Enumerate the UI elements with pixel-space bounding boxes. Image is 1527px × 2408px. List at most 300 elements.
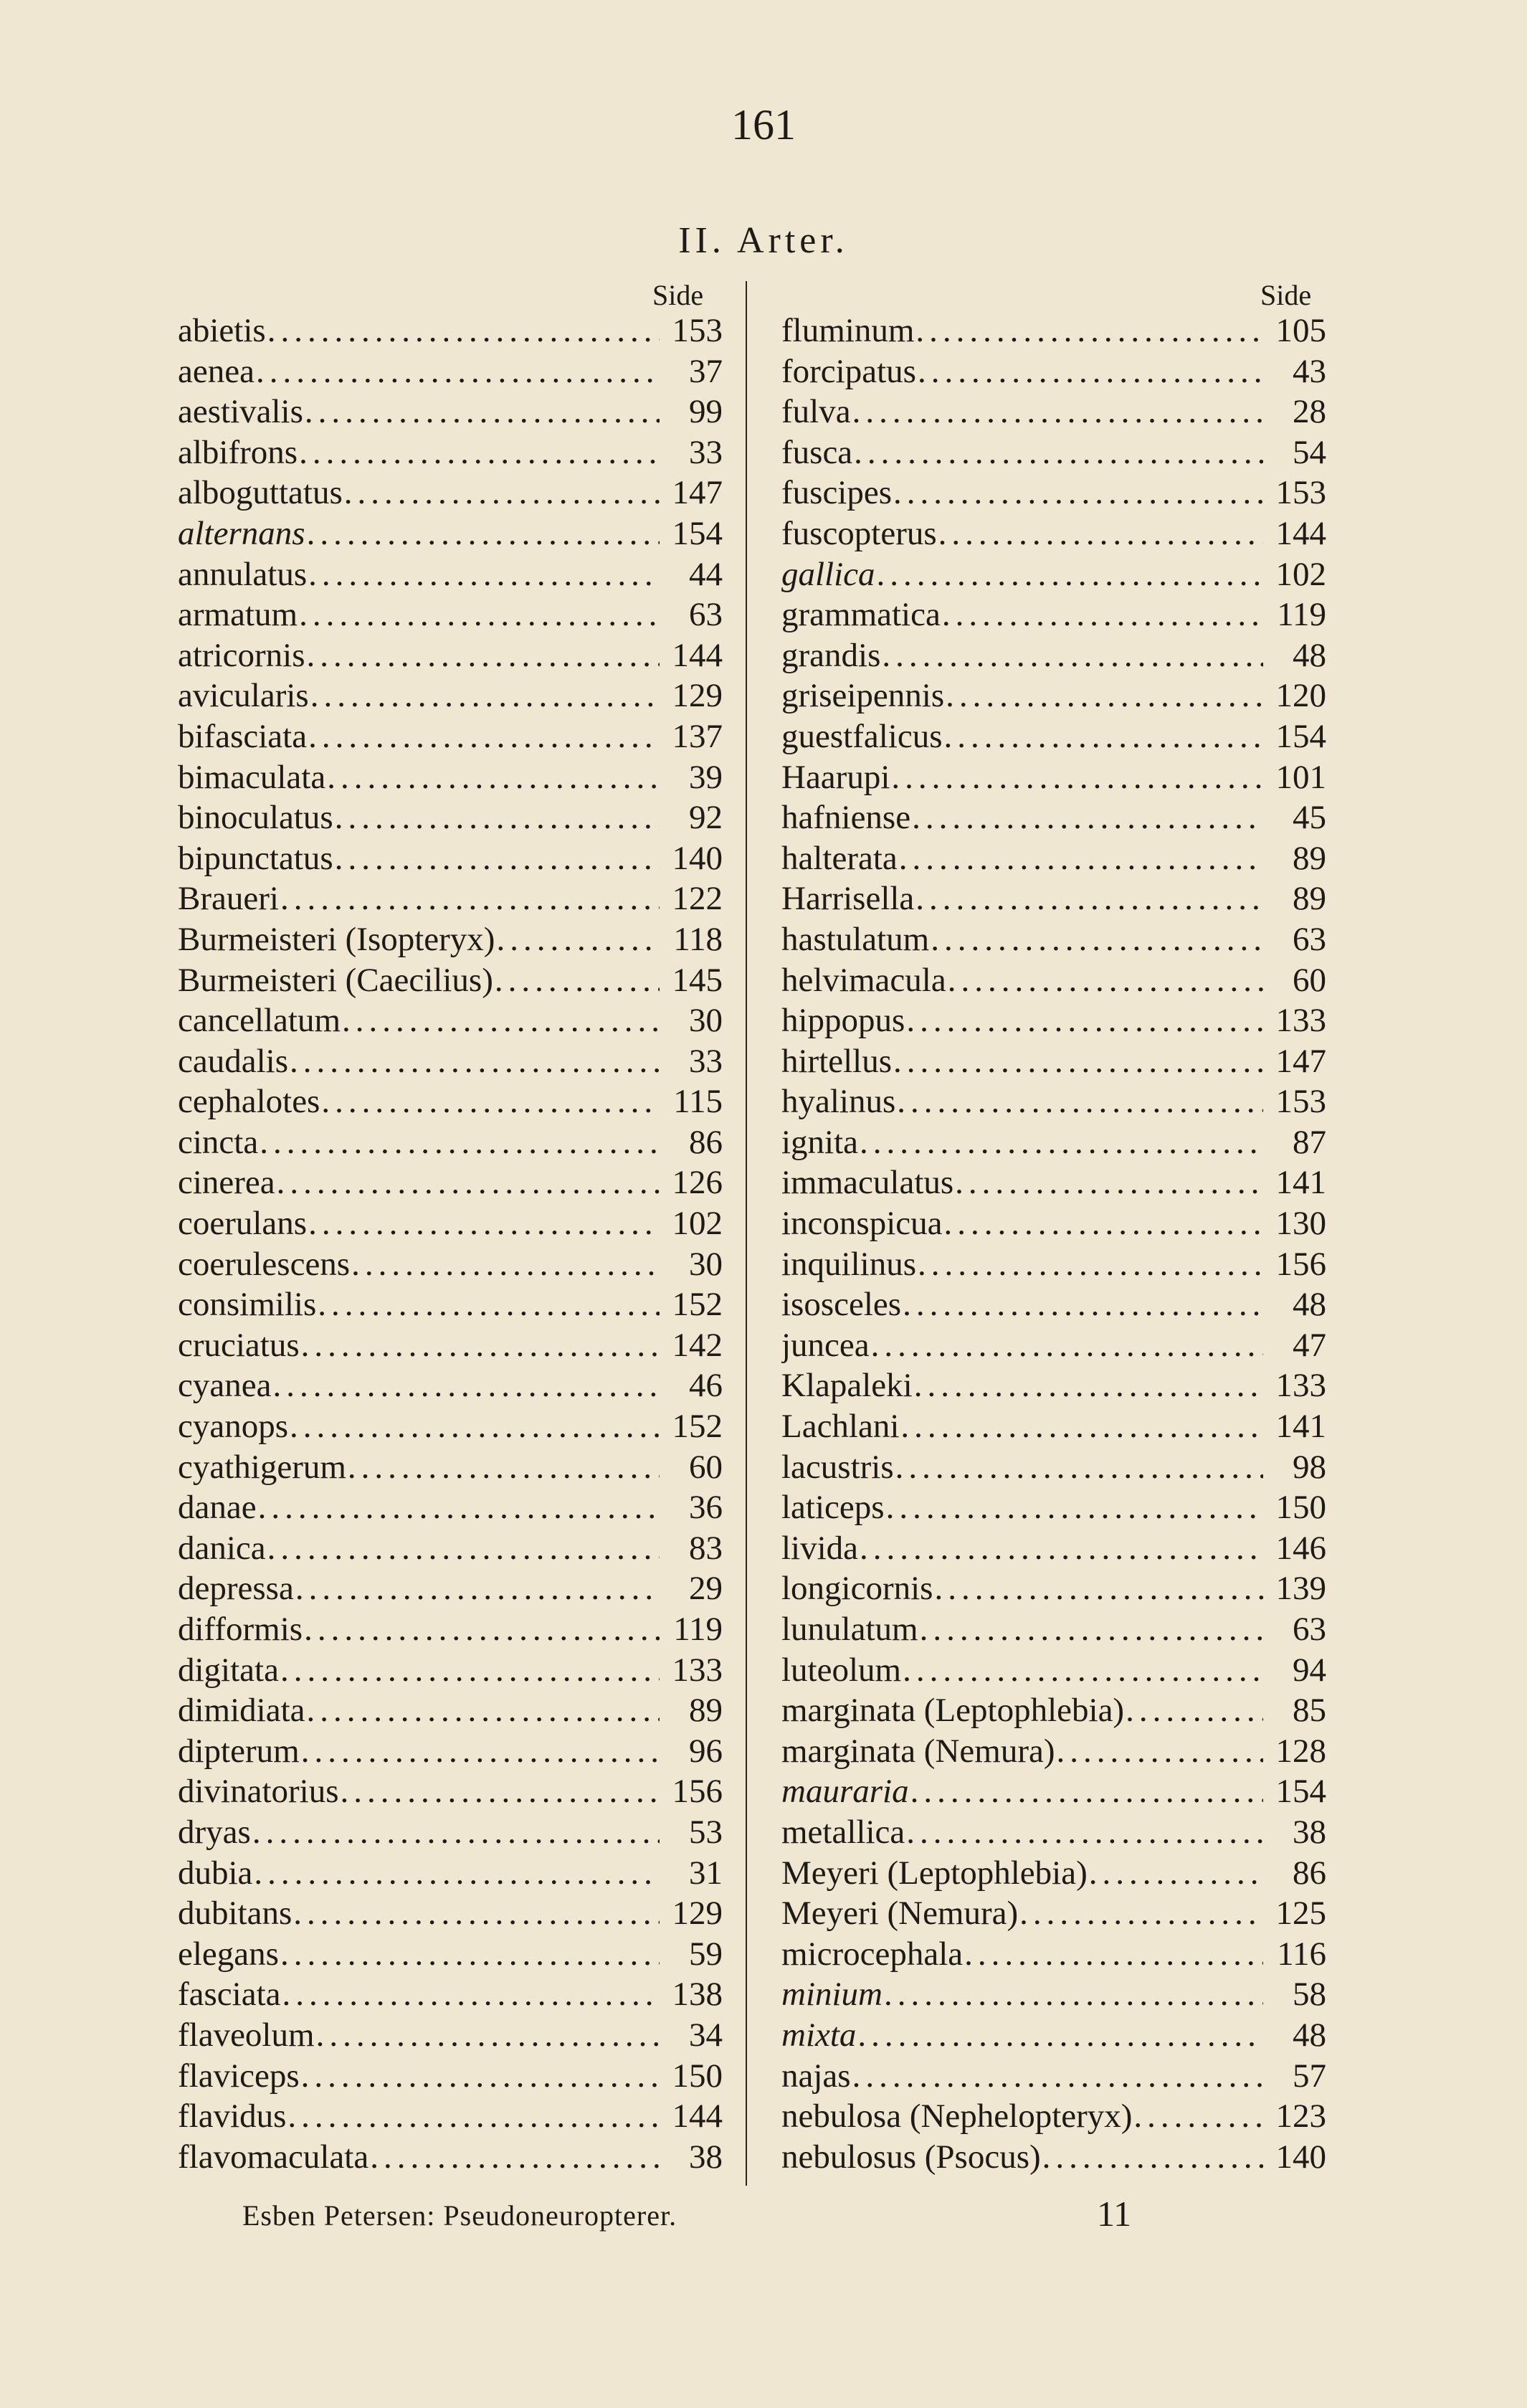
entry-page-number: 115: [673, 1083, 723, 1121]
entry-page-number: 133: [1275, 1002, 1326, 1040]
entry-page-number: 150: [1275, 1489, 1326, 1527]
entry-name: griseipennis: [781, 677, 945, 715]
index-entry: [178, 1406, 723, 1447]
index-entry: [781, 797, 1326, 838]
dot-leader: [308, 716, 660, 757]
index-entry: [178, 513, 723, 554]
dot-leader: [912, 797, 1263, 838]
entry-name: aestivalis: [178, 393, 303, 431]
index-entry: [178, 1325, 723, 1366]
entry-name: flaveolum: [178, 2016, 315, 2054]
dot-leader: [891, 757, 1263, 798]
dot-leader: [1042, 2137, 1263, 2178]
index-entry: [781, 554, 1326, 595]
entry-name: hippopus: [781, 1002, 905, 1040]
entry-page-number: 150: [672, 2057, 723, 2095]
section-heading: II. Arter.: [678, 220, 849, 261]
index-entry: [781, 473, 1326, 513]
index-entry: [178, 1528, 723, 1569]
entry-page-number: 153: [1275, 474, 1326, 512]
index-entry: [178, 1731, 723, 1772]
index-entry: [178, 2137, 723, 2178]
entry-page-number: 130: [1275, 1205, 1326, 1243]
entry-name: marginata (Leptophlebia): [781, 1692, 1125, 1730]
entry-name: guestfalicus: [781, 717, 943, 755]
entry-page-number: 129: [672, 677, 723, 715]
entry-page-number: 125: [1275, 1895, 1326, 1933]
entry-name: minium: [781, 1976, 883, 2014]
index-entry: [178, 2096, 723, 2137]
entry-name: annulatus: [178, 555, 308, 593]
entry-page-number: 154: [1275, 1773, 1326, 1811]
index-entry: [178, 1447, 723, 1488]
dot-leader: [920, 1609, 1263, 1650]
entry-page-number: 36: [689, 1489, 723, 1527]
dot-leader: [341, 1771, 660, 1812]
entry-name: difformis: [178, 1611, 303, 1648]
entry-name: Lachlani: [781, 1408, 900, 1446]
index-entry: [178, 432, 723, 473]
entry-page-number: 153: [1275, 1083, 1326, 1121]
entry-name: danica: [178, 1529, 266, 1567]
index-entry: [178, 716, 723, 757]
index-entry: [781, 1487, 1326, 1528]
entry-name: fusca: [781, 433, 853, 471]
index-entry: [178, 594, 723, 635]
dot-leader: [1057, 1731, 1264, 1772]
entry-name: consimilis: [178, 1286, 317, 1324]
dot-leader: [299, 594, 660, 635]
entry-page-number: 154: [1275, 717, 1326, 755]
entry-name: forcipatus: [781, 352, 916, 390]
index-entry: [178, 392, 723, 432]
entry-page-number: 96: [689, 1732, 723, 1770]
entry-page-number: 118: [673, 920, 723, 958]
index-entry: [781, 960, 1326, 1001]
dot-leader: [307, 513, 660, 554]
dot-leader: [918, 351, 1263, 392]
entry-name: Meyeri (Leptophlebia): [781, 1854, 1088, 1892]
entry-name: divinatorius: [178, 1773, 339, 1811]
entry-name: juncea: [781, 1326, 870, 1364]
entry-page-number: 102: [1275, 555, 1326, 593]
dot-leader: [301, 1325, 660, 1366]
index-entry: [781, 432, 1326, 473]
dot-leader: [280, 1934, 660, 1975]
entry-page-number: 28: [1293, 393, 1326, 431]
entry-page-number: 119: [1277, 596, 1326, 634]
dot-leader: [1019, 1893, 1263, 1934]
entry-page-number: 89: [1293, 880, 1326, 918]
entry-name: binoculatus: [178, 799, 333, 837]
entry-name: bifasciata: [178, 717, 308, 755]
entry-name: dubitans: [178, 1895, 292, 1933]
entry-page-number: 48: [1293, 2016, 1326, 2054]
index-entry: [178, 1853, 723, 1894]
entry-page-number: 33: [689, 433, 723, 471]
entry-name: flaviceps: [178, 2057, 300, 2095]
entry-page-number: 105: [1275, 312, 1326, 349]
index-entry: [781, 1000, 1326, 1041]
index-entry: [178, 351, 723, 392]
entry-name: Braueri: [178, 880, 279, 918]
entry-page-number: 89: [1293, 839, 1326, 877]
entry-name: atricornis: [178, 636, 305, 674]
index-entry: [781, 1528, 1326, 1569]
index-entry: [178, 2015, 723, 2056]
index-entry: [178, 1041, 723, 1082]
dot-leader: [886, 1487, 1263, 1528]
entry-page-number: 140: [672, 839, 723, 877]
dot-leader: [871, 1325, 1263, 1366]
entry-page-number: 129: [672, 1895, 723, 1933]
dot-leader: [335, 838, 660, 879]
dot-leader: [944, 716, 1264, 757]
entry-name: cruciatus: [178, 1326, 300, 1364]
entry-page-number: 156: [1275, 1245, 1326, 1283]
entry-name: metallica: [781, 1813, 905, 1851]
entry-name: gallica: [781, 555, 875, 593]
index-entry: [781, 635, 1326, 676]
entry-name: hyalinus: [781, 1083, 896, 1121]
entry-name: dipterum: [178, 1732, 300, 1770]
dot-leader: [899, 838, 1263, 879]
index-entry: [781, 878, 1326, 919]
entry-name: bimaculata: [178, 758, 326, 796]
index-entry: [781, 919, 1326, 960]
dot-leader: [307, 635, 660, 676]
entry-name: hirtellus: [781, 1042, 893, 1080]
dot-leader: [496, 919, 660, 960]
right-column-header: Side: [1260, 279, 1312, 311]
dot-leader: [301, 2056, 660, 2097]
index-entry: [781, 1162, 1326, 1203]
dot-leader: [964, 1934, 1263, 1975]
index-entry: [781, 716, 1326, 757]
entry-name: grandis: [781, 636, 881, 674]
dot-leader: [290, 1041, 660, 1082]
entry-name: fuscopterus: [781, 514, 937, 552]
index-entry: [781, 757, 1326, 798]
entry-page-number: 89: [689, 1692, 723, 1730]
entry-page-number: 43: [1293, 352, 1326, 390]
entry-page-number: 140: [1275, 2138, 1326, 2176]
entry-name: Burmeisteri (Isopteryx): [178, 920, 495, 958]
index-entry: [781, 1081, 1326, 1122]
dot-leader: [882, 635, 1263, 676]
entry-page-number: 38: [1293, 1813, 1326, 1851]
index-entry: [781, 838, 1326, 879]
dot-leader: [321, 1081, 660, 1122]
entry-page-number: 142: [672, 1326, 723, 1364]
entry-name: mauraria: [781, 1773, 909, 1811]
index-entry: [178, 1609, 723, 1650]
dot-leader: [318, 1284, 660, 1325]
index-entry: [781, 513, 1326, 554]
dot-leader: [293, 1893, 660, 1934]
left-index-column: [178, 311, 723, 2177]
dot-leader: [852, 392, 1263, 432]
dot-leader: [931, 919, 1263, 960]
dot-leader: [1126, 1690, 1263, 1731]
entry-name: dryas: [178, 1813, 251, 1851]
entry-page-number: 54: [1293, 433, 1326, 471]
dot-leader: [299, 432, 660, 473]
signature-mark: 11: [1097, 2194, 1132, 2234]
entry-page-number: 139: [1275, 1570, 1326, 1608]
entry-page-number: 83: [689, 1529, 723, 1567]
entry-name: fasciata: [178, 1976, 281, 2014]
dot-leader: [1133, 2096, 1263, 2137]
dot-leader: [282, 1974, 660, 2015]
dot-leader: [260, 1122, 660, 1163]
dot-leader: [290, 1406, 660, 1447]
entry-name: mixta: [781, 2016, 857, 2054]
index-entry: [178, 554, 723, 595]
dot-leader: [327, 757, 660, 798]
dot-leader: [277, 1162, 660, 1203]
index-entry: [178, 1162, 723, 1203]
entry-name: livida: [781, 1529, 859, 1567]
index-entry: [781, 1690, 1326, 1731]
entry-name: luteolum: [781, 1651, 902, 1689]
index-entry: [781, 351, 1326, 392]
index-entry: [178, 676, 723, 716]
index-entry: [178, 2056, 723, 2097]
entry-page-number: 101: [1275, 758, 1326, 796]
index-entry: [781, 1974, 1326, 2015]
dot-leader: [348, 1447, 660, 1488]
dot-leader: [308, 554, 660, 595]
entry-page-number: 144: [1275, 514, 1326, 552]
entry-page-number: 122: [672, 880, 723, 918]
index-entry: [178, 1122, 723, 1163]
entry-page-number: 48: [1293, 636, 1326, 674]
entry-page-number: 138: [672, 1976, 723, 2014]
entry-page-number: 141: [1275, 1164, 1326, 1202]
entry-name: lacustris: [781, 1448, 894, 1486]
dot-leader: [267, 1528, 660, 1569]
entry-page-number: 141: [1275, 1408, 1326, 1446]
entry-page-number: 39: [689, 758, 723, 796]
entry-page-number: 48: [1293, 1286, 1326, 1324]
dot-leader: [310, 676, 660, 716]
entry-name: hastulatum: [781, 920, 930, 958]
dot-leader: [304, 1609, 660, 1650]
index-entry: [178, 1487, 723, 1528]
entry-page-number: 147: [1275, 1042, 1326, 1080]
index-entry: [178, 1203, 723, 1244]
dot-leader: [344, 473, 660, 513]
dot-leader: [877, 554, 1263, 595]
dot-leader: [351, 1244, 660, 1285]
index-entry: [178, 960, 723, 1001]
footer-author-title: Esben Petersen: Pseudoneuropterer.: [242, 2199, 677, 2232]
entry-name: digitata: [178, 1651, 279, 1689]
entry-name: nebulosa (Nephelopteryx): [781, 2097, 1133, 2136]
index-entry: [178, 473, 723, 513]
entry-name: inconspicua: [781, 1205, 943, 1243]
dot-leader: [280, 878, 660, 919]
index-entry: [178, 1568, 723, 1609]
dot-leader: [305, 392, 660, 432]
entry-page-number: 34: [689, 2016, 723, 2054]
index-entry: [781, 1731, 1326, 1772]
entry-page-number: 154: [672, 514, 723, 552]
dot-leader: [946, 676, 1263, 716]
entry-page-number: 45: [1293, 799, 1326, 837]
entry-name: coerulescens: [178, 1245, 351, 1283]
index-entry: [781, 1284, 1326, 1325]
entry-page-number: 60: [689, 1448, 723, 1486]
index-entry: [178, 838, 723, 879]
dot-leader: [906, 1000, 1263, 1041]
entry-page-number: 145: [672, 961, 723, 999]
dot-leader: [335, 797, 660, 838]
entry-name: longicornis: [781, 1570, 933, 1608]
entry-name: flavomaculata: [178, 2138, 369, 2176]
entry-page-number: 92: [689, 799, 723, 837]
index-entry: [178, 1000, 723, 1041]
index-entry: [781, 594, 1326, 635]
entry-name: fuscipes: [781, 474, 893, 512]
entry-page-number: 146: [1275, 1529, 1326, 1567]
entry-page-number: 85: [1293, 1692, 1326, 1730]
index-entry: [781, 2015, 1326, 2056]
page-number: 161: [731, 101, 796, 148]
index-entry: [178, 919, 723, 960]
entry-page-number: 63: [689, 596, 723, 634]
index-entry: [178, 797, 723, 838]
dot-leader: [272, 1365, 660, 1406]
index-entry: [178, 635, 723, 676]
index-entry: [178, 1365, 723, 1406]
dot-leader: [301, 1731, 660, 1772]
entry-page-number: 119: [673, 1611, 723, 1648]
entry-name: depressa: [178, 1570, 294, 1608]
entry-name: Haarupi: [781, 758, 890, 796]
entry-name: albifrons: [178, 433, 298, 471]
entry-name: inquilinus: [781, 1245, 917, 1283]
index-entry: [178, 1690, 723, 1731]
dot-leader: [906, 1812, 1263, 1853]
entry-name: grammatica: [781, 596, 941, 634]
dot-leader: [934, 1568, 1263, 1609]
index-entry: [781, 1568, 1326, 1609]
entry-page-number: 144: [672, 636, 723, 674]
entry-name: lunulatum: [781, 1611, 918, 1648]
dot-leader: [252, 1812, 660, 1853]
index-entry: [178, 1650, 723, 1691]
dot-leader: [256, 351, 660, 392]
dot-leader: [316, 2015, 660, 2056]
index-entry: [178, 1934, 723, 1975]
entry-page-number: 152: [672, 1408, 723, 1446]
dot-leader: [1089, 1853, 1263, 1894]
index-entry: [178, 878, 723, 919]
entry-name: immaculatus: [781, 1164, 954, 1202]
index-entry: [781, 1609, 1326, 1650]
entry-name: ignita: [781, 1123, 859, 1161]
index-entry: [178, 1771, 723, 1812]
entry-name: cephalotes: [178, 1083, 320, 1121]
entry-name: nebulosus (Psocus): [781, 2138, 1041, 2176]
entry-page-number: 87: [1293, 1123, 1326, 1161]
index-entry: [781, 1406, 1326, 1447]
entry-name: danae: [178, 1489, 257, 1527]
entry-name: dubia: [178, 1854, 253, 1892]
entry-page-number: 30: [689, 1002, 723, 1040]
dot-leader: [897, 1081, 1263, 1122]
index-entry: [781, 1934, 1326, 1975]
entry-page-number: 63: [1293, 920, 1326, 958]
entry-page-number: 38: [689, 2138, 723, 2176]
entry-name: cyanops: [178, 1408, 289, 1446]
dot-leader: [903, 1284, 1263, 1325]
entry-page-number: 53: [689, 1813, 723, 1851]
entry-name: cancellatum: [178, 1002, 341, 1040]
entry-page-number: 152: [672, 1286, 723, 1324]
dot-leader: [860, 1528, 1263, 1569]
entry-name: najas: [781, 2057, 851, 2095]
entry-name: cincta: [178, 1123, 259, 1161]
entry-page-number: 44: [689, 555, 723, 593]
entry-page-number: 31: [689, 1854, 723, 1892]
index-entry: [781, 1812, 1326, 1853]
entry-page-number: 37: [689, 352, 723, 390]
entry-page-number: 58: [1293, 1976, 1326, 2014]
dot-leader: [955, 1162, 1263, 1203]
dot-leader: [895, 1447, 1263, 1488]
entry-name: Klapaleki: [781, 1367, 913, 1405]
column-divider: [746, 281, 747, 2186]
dot-leader: [948, 960, 1263, 1001]
dot-leader: [915, 878, 1263, 919]
entry-page-number: 86: [1293, 1854, 1326, 1892]
entry-page-number: 153: [672, 312, 723, 349]
index-entry: [781, 1893, 1326, 1934]
index-entry: [781, 1650, 1326, 1691]
entry-page-number: 47: [1293, 1326, 1326, 1364]
entry-page-number: 86: [689, 1123, 723, 1161]
index-entry: [781, 392, 1326, 432]
right-index-column: [781, 311, 1326, 2177]
dot-leader: [857, 2015, 1263, 2056]
index-entry: [781, 2096, 1326, 2137]
dot-leader: [342, 1000, 660, 1041]
dot-leader: [915, 311, 1263, 351]
entry-page-number: 133: [1275, 1367, 1326, 1405]
entry-page-number: 102: [672, 1205, 723, 1243]
dot-leader: [267, 311, 660, 351]
index-entry: [781, 2056, 1326, 2097]
entry-page-number: 30: [689, 1245, 723, 1283]
index-entry: [781, 676, 1326, 716]
dot-leader: [308, 1203, 660, 1244]
entry-name: laticeps: [781, 1489, 885, 1527]
entry-page-number: 57: [1293, 2057, 1326, 2095]
entry-page-number: 156: [672, 1773, 723, 1811]
dot-leader: [307, 1690, 660, 1731]
entry-name: halterata: [781, 839, 898, 877]
entry-name: marginata (Nemura): [781, 1732, 1055, 1770]
dot-leader: [893, 473, 1263, 513]
entry-name: cinerea: [178, 1164, 275, 1202]
dot-leader: [914, 1365, 1263, 1406]
index-entry: [781, 1325, 1326, 1366]
entry-page-number: 94: [1293, 1651, 1326, 1689]
entry-page-number: 137: [672, 717, 723, 755]
